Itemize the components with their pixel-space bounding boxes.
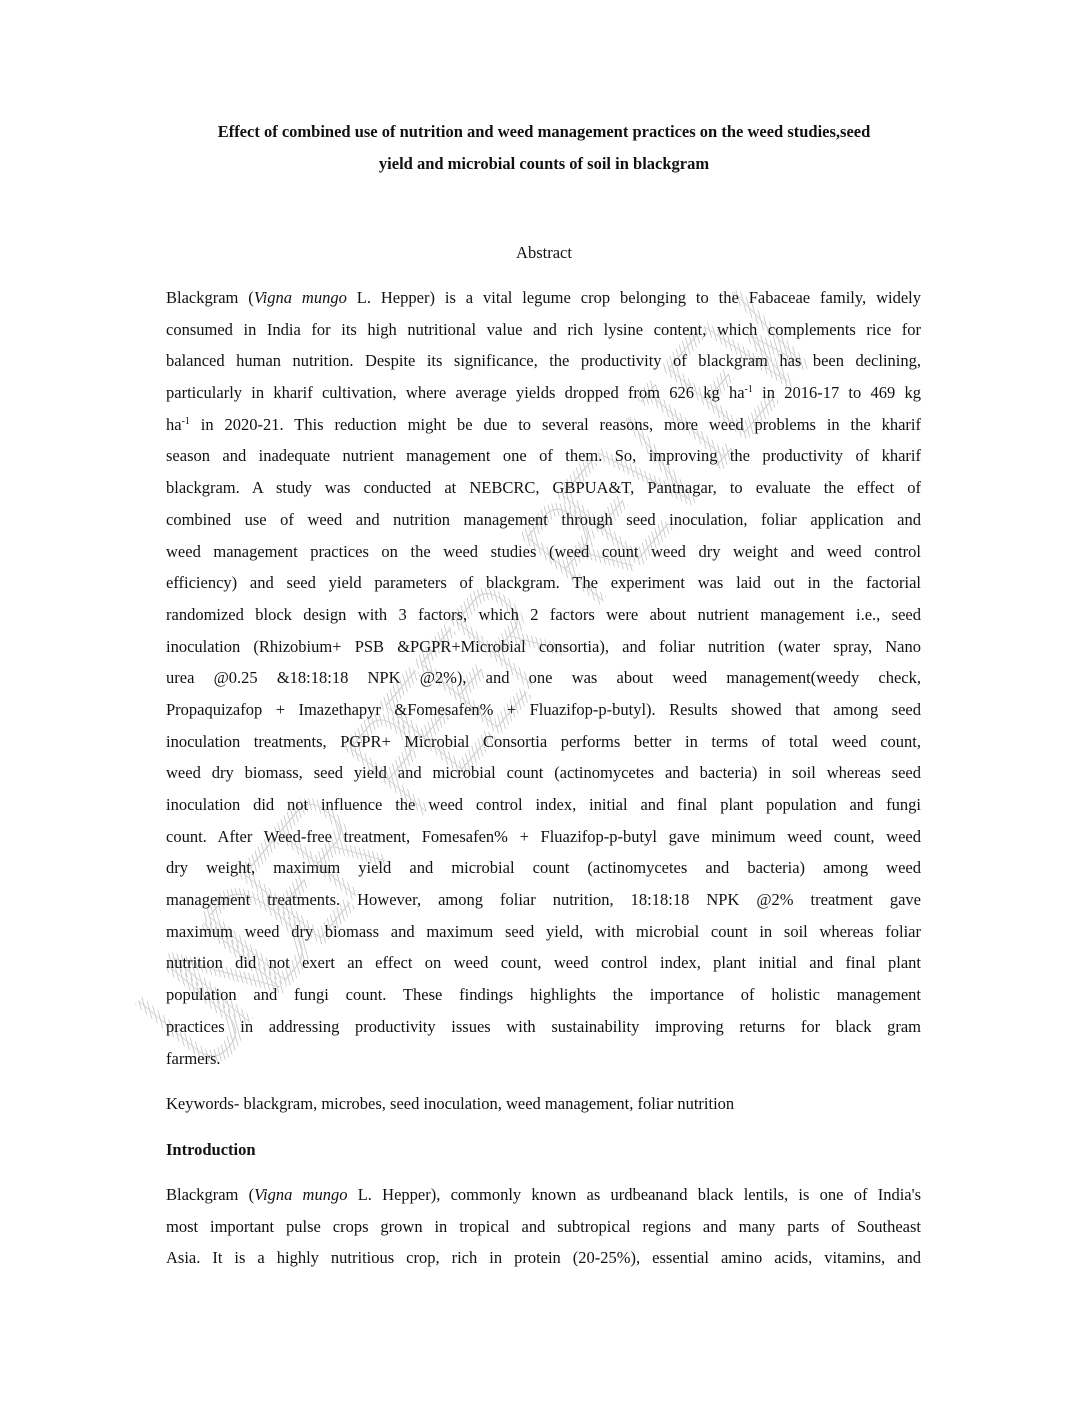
text-line xyxy=(166,1043,921,1075)
text-line xyxy=(166,947,921,979)
text-segment: Propaquizafop + Imazethapyr &Fomesafen% + Fluazifop-p-butyl). Results showed that among seed xyxy=(166,699,921,719)
text-segment: urea @0.25 &18:18:18 NPK @2%), and one was about weed management(weedy check, xyxy=(166,668,921,688)
text-line xyxy=(166,1011,921,1043)
text-segment: L. Hepper), commonly known as urdbeanand black lentils, is one of India's xyxy=(347,1185,922,1204)
text-segment: maximum weed dry biomass and maximum seed yield, with microbial count in soil whereas foliar xyxy=(166,921,921,941)
text-line xyxy=(166,567,921,599)
text-segment: population and fungi count. These findings highlights the importance of holistic management xyxy=(166,985,921,1005)
text-segment: inoculation (Rhizobium+ PSB &PGPR+Microbial consortia), and foliar nutrition (water spray, Nano xyxy=(166,636,921,656)
text-line xyxy=(166,472,921,504)
text-line xyxy=(166,345,921,377)
text-segment: ha xyxy=(166,414,182,434)
text-segment: weed management practices on the weed studies (weed count weed dry weight and weed control xyxy=(166,541,921,561)
text-segment: management treatments. However, among foliar nutrition, 18:18:18 NPK @2% treatment gave xyxy=(166,890,921,910)
text-line xyxy=(166,409,921,441)
text-line xyxy=(166,852,921,884)
text-segment: Blackgram ( xyxy=(166,1185,255,1204)
text-line xyxy=(166,440,921,472)
text-line xyxy=(166,1242,921,1274)
text-segment: combined use of weed and nutrition management through seed inoculation, foliar application and xyxy=(166,509,921,529)
text-segment: weed dry biomass, seed yield and microbial count (actinomycetes and bacteria) in soil whereas seed xyxy=(166,763,921,783)
text-segment: blackgram. A study was conducted at NEBCRC, GBPUA&T, Pantnagar, to evaluate the effect of xyxy=(166,478,921,498)
text-segment: particularly in kharif cultivation, where average yields dropped from 626 kg ha xyxy=(166,383,745,403)
keywords: Keywords- blackgram, microbes, seed inoculation, weed management, foliar nutrition xyxy=(166,1094,735,1113)
text-line xyxy=(166,1211,921,1243)
text-segment: Blackgram ( xyxy=(166,288,254,307)
text-line xyxy=(166,884,921,916)
superscript: -1 xyxy=(181,415,190,427)
text-segment: season and inadequate nutrient management one of them. So, improving the productivity of kharif xyxy=(166,446,921,466)
text-line xyxy=(166,979,921,1011)
text-line xyxy=(166,1179,921,1211)
superscript: -1 xyxy=(744,384,753,396)
text-segment: in 2020-21. This reduction might be due to several reasons, more weed problems in the kharif xyxy=(189,414,921,434)
text-line xyxy=(166,916,921,948)
paper-title-line-1: Effect of combined use of nutrition and weed management practices on the weed studies,seed xyxy=(217,122,871,141)
text-line xyxy=(166,377,921,409)
abstract-heading: Abstract xyxy=(516,243,572,262)
text-line xyxy=(166,631,921,663)
text-segment: practices in addressing productivity issues with sustainability improving returns for black gram xyxy=(166,1016,921,1036)
text-segment: count. After Weed-free treatment, Fomesafen% + Fluazifop-p-butyl gave minimum weed count, weed xyxy=(166,826,921,846)
text-line xyxy=(166,599,921,631)
text-line xyxy=(166,662,921,694)
text-segment: L. Hepper) is a vital legume crop belonging to the Fabaceae family, widely xyxy=(346,288,921,307)
text-line xyxy=(166,726,921,758)
text-line xyxy=(166,789,921,821)
text-line xyxy=(166,757,921,789)
text-segment: dry weight, maximum yield and microbial count (actinomycetes and bacteria) among weed xyxy=(166,858,921,878)
abstract-body xyxy=(166,282,921,1074)
text-line xyxy=(166,314,921,346)
paper-title-line-2: yield and microbial counts of soil in blackgram xyxy=(378,154,710,173)
text-segment: Asia. It is a highly nutritious crop, rich in protein (20-25%), essential amino acids, vitamins, and xyxy=(166,1248,921,1268)
text-segment: randomized block design with 3 factors, which 2 factors were about nutrient management i.e., seed xyxy=(166,604,921,624)
italic-text: Vigna mungo xyxy=(254,1185,348,1204)
introduction-heading: Introduction xyxy=(166,1140,256,1159)
text-segment: inoculation did not influence the weed control index, initial and final plant population and fungi xyxy=(166,795,921,814)
introduction-body xyxy=(166,1179,921,1274)
text-segment: balanced human nutrition. Despite its significance, the productivity of blackgram has been declining, xyxy=(166,351,921,371)
text-segment: in 2016-17 to 469 kg xyxy=(752,383,921,403)
text-segment: consumed in India for its high nutritional value and rich lysine content, which complements rice for xyxy=(166,319,921,339)
text-line xyxy=(166,504,921,536)
text-segment: inoculation treatments, PGPR+ Microbial Consortia performs better in terms of total weed count, xyxy=(166,731,921,751)
italic-text: Vigna mungo xyxy=(253,288,347,307)
text-line xyxy=(166,694,921,726)
text-segment: farmers. xyxy=(166,1048,221,1068)
text-line xyxy=(166,282,921,314)
text-line xyxy=(166,821,921,853)
text-segment: efficiency) and seed yield parameters of blackgram. The experiment was laid out in the factorial xyxy=(166,573,921,593)
text-line xyxy=(166,536,921,568)
text-segment: nutrition did not exert an effect on weed count, weed control index, plant initial and final plant xyxy=(166,953,921,973)
text-segment: most important pulse crops grown in tropical and subtropical regions and many parts of Southeast xyxy=(166,1216,921,1236)
